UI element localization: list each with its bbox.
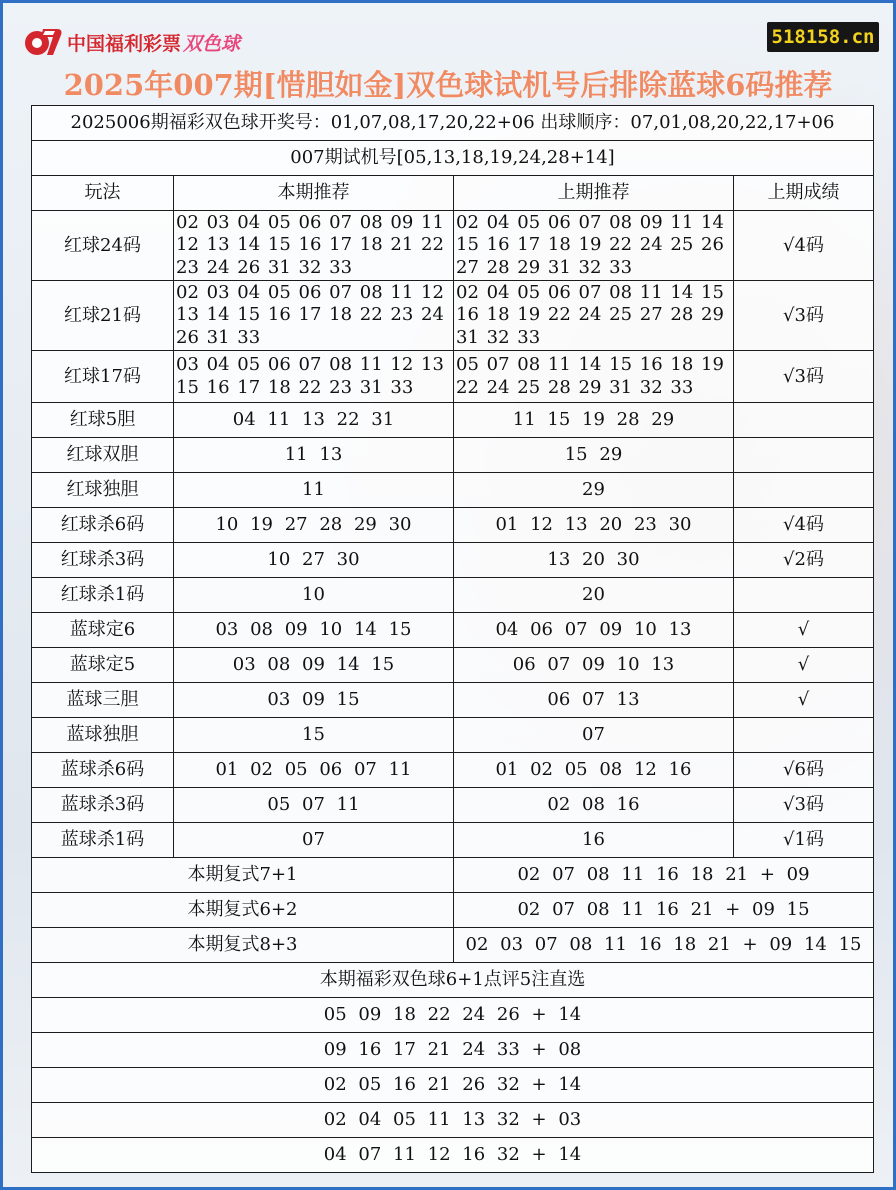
previous-result: √2码	[734, 543, 874, 578]
table-row	[32, 648, 874, 683]
previous-pick: 05 07 08 11 14 15 16 18 19 22 24 25 28 29 31 32 33	[454, 351, 734, 403]
previous-result	[734, 473, 874, 508]
header	[3, 3, 893, 105]
previous-pick: 06 07 09 10 13	[454, 648, 734, 683]
table-row	[32, 823, 874, 858]
previous-pick: 11 15 19 28 29	[454, 403, 734, 438]
compound-row	[32, 858, 874, 893]
draw-info: 2025006期福彩双色球开奖号：01,07,08,17,20,22+06 出球顺序：07,01,08,20,22,17+06	[32, 106, 874, 141]
draw-info-row	[32, 106, 874, 141]
previous-result: √4码	[734, 211, 874, 281]
previous-result	[734, 718, 874, 753]
previous-result	[734, 578, 874, 613]
current-pick: 11	[174, 473, 454, 508]
compound-label: 本期复式8+3	[32, 928, 454, 963]
pick-row	[32, 1138, 874, 1173]
play-name: 蓝球定5	[32, 648, 174, 683]
previous-pick: 02 04 05 06 07 08 11 14 15 16 18 19 22 24 25 27 28 29 31 32 33	[454, 281, 734, 351]
play-name: 红球杀3码	[32, 543, 174, 578]
previous-pick: 07	[454, 718, 734, 753]
play-name: 红球双胆	[32, 438, 174, 473]
current-pick: 10 27 30	[174, 543, 454, 578]
previous-pick: 20	[454, 578, 734, 613]
pick-row	[32, 998, 874, 1033]
previous-pick: 29	[454, 473, 734, 508]
play-name: 红球24码	[32, 211, 174, 281]
pick-line: 09 16 17 21 24 33 + 08	[32, 1033, 874, 1068]
play-name: 红球杀6码	[32, 508, 174, 543]
picks-title: 本期福彩双色球6+1点评5注直选	[32, 963, 874, 998]
pick-line: 04 07 11 12 16 32 + 14	[32, 1138, 874, 1173]
current-pick: 10 19 27 28 29 30	[174, 508, 454, 543]
previous-pick: 02 04 05 06 07 08 09 11 14 15 16 17 18 19 22 24 25 26 27 28 29 31 32 33	[454, 211, 734, 281]
compound-label: 本期复式6+2	[32, 893, 454, 928]
previous-result	[734, 403, 874, 438]
previous-result: √	[734, 613, 874, 648]
pick-line: 02 04 05 11 13 32 + 03	[32, 1103, 874, 1138]
previous-result: √1码	[734, 823, 874, 858]
table-row	[32, 753, 874, 788]
previous-pick: 15 29	[454, 438, 734, 473]
compound-label: 本期复式7+1	[32, 858, 454, 893]
play-name: 红球独胆	[32, 473, 174, 508]
current-pick: 04 11 13 22 31	[174, 403, 454, 438]
current-pick: 07	[174, 823, 454, 858]
lottery-logo	[23, 27, 240, 57]
recommend-table	[31, 105, 874, 1173]
pick-line: 05 09 18 22 24 26 + 14	[32, 998, 874, 1033]
current-pick: 02 03 04 05 06 07 08 09 11 12 13 14 15 16 17 18 21 22 23 24 26 31 32 33	[174, 211, 454, 281]
play-name: 蓝球杀6码	[32, 753, 174, 788]
table-row	[32, 543, 874, 578]
play-name: 蓝球三胆	[32, 683, 174, 718]
play-name: 红球21码	[32, 281, 174, 351]
welfare-lottery-logo-icon	[23, 27, 63, 57]
pick-row	[32, 1068, 874, 1103]
current-pick: 03 04 05 06 07 08 11 12 13 15 16 17 18 22 23 31 33	[174, 351, 454, 403]
current-pick: 10	[174, 578, 454, 613]
compound-value: 02 07 08 11 16 21 + 09 15	[454, 893, 874, 928]
col-header-previous: 上期推荐	[454, 176, 734, 211]
previous-pick: 13 20 30	[454, 543, 734, 578]
page-title: 2025年007期[惜胆如金]双色球试机号后排除蓝球6码推荐	[63, 68, 833, 102]
col-header-current: 本期推荐	[174, 176, 454, 211]
current-pick: 03 09 15	[174, 683, 454, 718]
current-pick: 02 03 04 05 06 07 08 11 12 13 14 15 16 17 18 22 23 24 26 31 33	[174, 281, 454, 351]
current-pick: 11 13	[174, 438, 454, 473]
pick-row	[32, 1033, 874, 1068]
current-pick: 01 02 05 06 07 11	[174, 753, 454, 788]
logo-text: 中国福利彩票	[67, 32, 182, 55]
previous-pick: 01 02 05 08 12 16	[454, 753, 734, 788]
pick-line: 02 05 16 21 26 32 + 14	[32, 1068, 874, 1103]
current-pick: 05 07 11	[174, 788, 454, 823]
previous-result: √	[734, 648, 874, 683]
table-row	[32, 683, 874, 718]
table-row	[32, 578, 874, 613]
table-row	[32, 281, 874, 351]
compound-value: 02 07 08 11 16 18 21 + 09	[454, 858, 874, 893]
trial-number: 007期试机号[05,13,18,19,24,28+14]	[32, 141, 874, 176]
table-row	[32, 508, 874, 543]
table-row	[32, 613, 874, 648]
previous-pick: 01 12 13 20 23 30	[454, 508, 734, 543]
picks-title-row	[32, 963, 874, 998]
pick-row	[32, 1103, 874, 1138]
logo-text-ssq: 双色球	[183, 32, 241, 55]
previous-pick: 04 06 07 09 10 13	[454, 613, 734, 648]
play-name: 红球17码	[32, 351, 174, 403]
play-name: 蓝球独胆	[32, 718, 174, 753]
table-row	[32, 351, 874, 403]
table-row	[32, 718, 874, 753]
table-header-row	[32, 176, 874, 211]
previous-result: √3码	[734, 281, 874, 351]
table-row	[32, 473, 874, 508]
play-name: 蓝球杀3码	[32, 788, 174, 823]
previous-pick: 16	[454, 823, 734, 858]
previous-result: √3码	[734, 788, 874, 823]
trial-number-row	[32, 141, 874, 176]
previous-result: √6码	[734, 753, 874, 788]
compound-row	[32, 893, 874, 928]
current-pick: 03 08 09 14 15	[174, 648, 454, 683]
previous-result: √3码	[734, 351, 874, 403]
previous-pick: 02 08 16	[454, 788, 734, 823]
play-name: 蓝球定6	[32, 613, 174, 648]
compound-value: 02 03 07 08 11 16 18 21 + 09 14 15	[454, 928, 874, 963]
previous-pick: 06 07 13	[454, 683, 734, 718]
table-row	[32, 788, 874, 823]
table-row	[32, 211, 874, 281]
play-name: 蓝球杀1码	[32, 823, 174, 858]
previous-result	[734, 438, 874, 473]
current-pick: 03 08 09 10 14 15	[174, 613, 454, 648]
col-header-play: 玩法	[32, 176, 174, 211]
play-name: 红球5胆	[32, 403, 174, 438]
previous-result: √4码	[734, 508, 874, 543]
table-row	[32, 403, 874, 438]
site-badge[interactable]: 518158.cn	[767, 22, 879, 52]
previous-result: √	[734, 683, 874, 718]
play-name: 红球杀1码	[32, 578, 174, 613]
current-pick: 15	[174, 718, 454, 753]
compound-row	[32, 928, 874, 963]
col-header-result: 上期成绩	[734, 176, 874, 211]
table-row	[32, 438, 874, 473]
